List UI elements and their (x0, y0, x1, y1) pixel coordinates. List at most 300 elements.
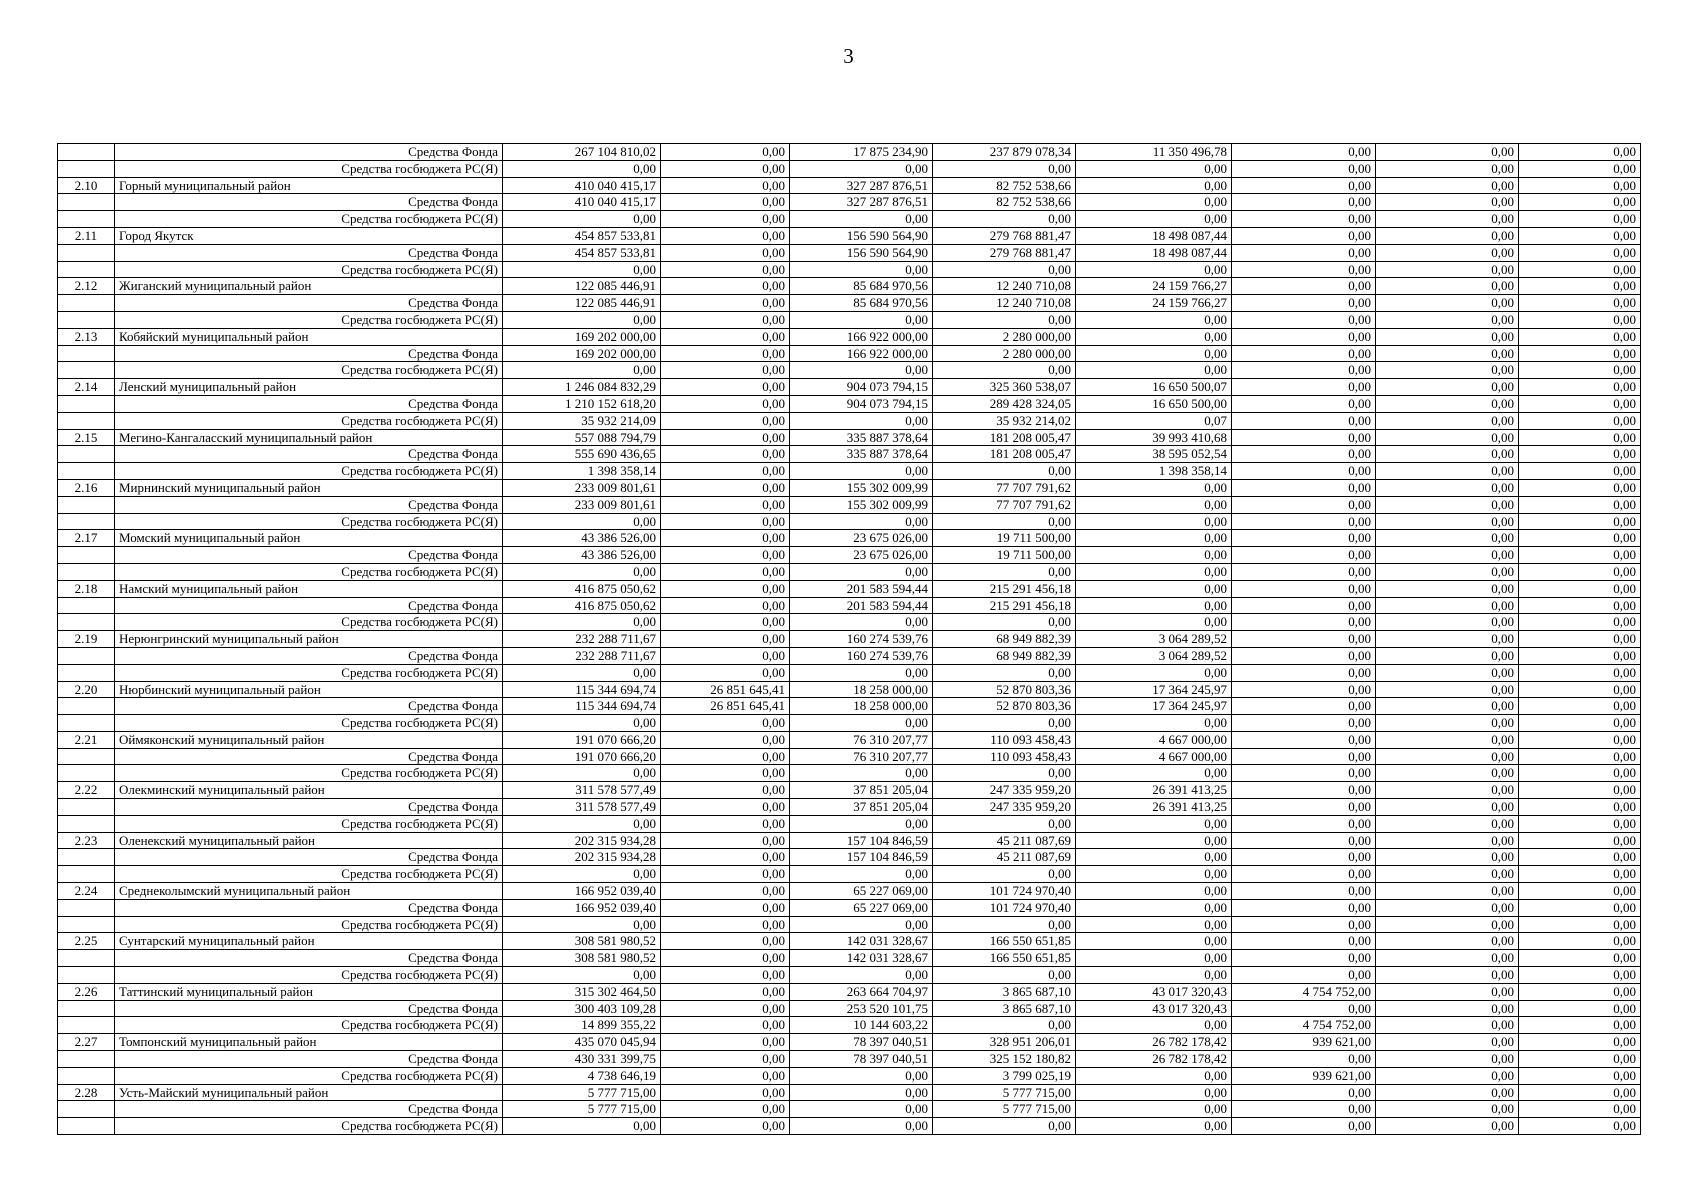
district-name: Мирнинский муниципальный район (115, 479, 503, 496)
table-row (58, 899, 1641, 916)
table-row (58, 1067, 1641, 1084)
amount-cell: 0,00 (1232, 194, 1376, 211)
funding-source-label: Средства госбюджета РС(Я) (115, 715, 503, 732)
amount-cell: 0,00 (933, 160, 1076, 177)
amount-cell: 0,00 (1519, 1000, 1641, 1017)
amount-cell: 0,00 (1519, 631, 1641, 648)
amount-cell: 0,00 (1076, 261, 1232, 278)
table-row (58, 211, 1641, 228)
amount-cell: 0,00 (790, 815, 933, 832)
amount-cell: 939 621,00 (1232, 1067, 1376, 1084)
amount-cell: 85 684 970,56 (790, 278, 933, 295)
amount-cell: 0,00 (1519, 446, 1641, 463)
amount-cell: 0,00 (1232, 547, 1376, 564)
amount-cell: 0,00 (790, 362, 933, 379)
amount-cell: 0,00 (661, 765, 790, 782)
amount-cell: 142 031 328,67 (790, 950, 933, 967)
amount-cell: 52 870 803,36 (933, 698, 1076, 715)
amount-cell: 0,00 (1232, 1101, 1376, 1118)
amount-cell: 410 040 415,17 (503, 177, 661, 194)
amount-cell: 43 386 526,00 (503, 530, 661, 547)
amount-cell: 11 350 496,78 (1076, 144, 1232, 161)
amount-cell: 0,00 (1376, 513, 1519, 530)
amount-cell: 16 650 500,00 (1076, 395, 1232, 412)
amount-cell: 0,00 (503, 211, 661, 228)
table-row (58, 160, 1641, 177)
amount-cell: 0,00 (1376, 849, 1519, 866)
amount-cell: 0,00 (1519, 328, 1641, 345)
amount-cell: 0,00 (1232, 832, 1376, 849)
amount-cell: 0,00 (1519, 261, 1641, 278)
amount-cell: 0,00 (1519, 563, 1641, 580)
funding-source-label: Средства Фонда (115, 194, 503, 211)
amount-cell: 0,00 (661, 1000, 790, 1017)
amount-cell: 0,00 (1376, 866, 1519, 883)
row-code (58, 715, 115, 732)
table-row (58, 883, 1641, 900)
amount-cell: 0,00 (661, 799, 790, 816)
row-code (58, 362, 115, 379)
amount-cell: 10 144 603,22 (790, 1017, 933, 1034)
amount-cell: 0,00 (1519, 899, 1641, 916)
amount-cell: 0,00 (933, 463, 1076, 480)
amount-cell: 0,00 (1376, 664, 1519, 681)
amount-cell: 904 073 794,15 (790, 379, 933, 396)
amount-cell: 0,00 (1076, 547, 1232, 564)
amount-cell: 0,00 (1519, 278, 1641, 295)
amount-cell: 0,00 (661, 446, 790, 463)
amount-cell: 16 650 500,07 (1076, 379, 1232, 396)
amount-cell: 0,00 (1376, 446, 1519, 463)
amount-cell: 0,00 (1076, 1118, 1232, 1135)
amount-cell: 0,00 (1232, 883, 1376, 900)
amount-cell: 181 208 005,47 (933, 429, 1076, 446)
amount-cell: 166 952 039,40 (503, 899, 661, 916)
amount-cell: 1 210 152 618,20 (503, 395, 661, 412)
amount-cell: 0,00 (1519, 832, 1641, 849)
amount-cell: 76 310 207,77 (790, 748, 933, 765)
row-code (58, 748, 115, 765)
row-code (58, 547, 115, 564)
amount-cell: 0,00 (1076, 1017, 1232, 1034)
amount-cell: 0,00 (1376, 295, 1519, 312)
table-row (58, 328, 1641, 345)
row-code (58, 866, 115, 883)
amount-cell: 0,00 (661, 227, 790, 244)
amount-cell: 0,00 (1076, 362, 1232, 379)
amount-cell: 0,00 (1076, 916, 1232, 933)
funding-source-label: Средства госбюджета РС(Я) (115, 1118, 503, 1135)
amount-cell: 0,00 (1076, 950, 1232, 967)
funding-source-label: Средства Фонда (115, 244, 503, 261)
amount-cell: 0,00 (503, 513, 661, 530)
amount-cell: 0,00 (503, 261, 661, 278)
amount-cell: 0,00 (661, 715, 790, 732)
amount-cell: 0,00 (1076, 1067, 1232, 1084)
funding-source-label: Средства Фонда (115, 597, 503, 614)
amount-cell: 0,00 (661, 244, 790, 261)
row-code (58, 513, 115, 530)
row-code: 2.23 (58, 832, 115, 849)
amount-cell: 0,00 (790, 311, 933, 328)
district-name: Усть-Майский муниципальный район (115, 1084, 503, 1101)
table-row (58, 849, 1641, 866)
amount-cell: 0,00 (1232, 362, 1376, 379)
amount-cell: 0,00 (790, 967, 933, 984)
table-row (58, 144, 1641, 161)
district-name: Ленский муниципальный район (115, 379, 503, 396)
district-name: Кобяйский муниципальный район (115, 328, 503, 345)
amount-cell: 315 302 464,50 (503, 983, 661, 1000)
table-row (58, 1000, 1641, 1017)
row-code (58, 261, 115, 278)
amount-cell: 78 397 040,51 (790, 1051, 933, 1068)
amount-cell: 0,00 (1376, 1067, 1519, 1084)
amount-cell: 0,00 (1376, 345, 1519, 362)
row-code: 2.25 (58, 933, 115, 950)
amount-cell: 0,00 (1376, 883, 1519, 900)
row-code (58, 211, 115, 228)
amount-cell: 0,00 (1519, 395, 1641, 412)
district-name: Мегино-Кангаласский муниципальный район (115, 429, 503, 446)
amount-cell: 17 875 234,90 (790, 144, 933, 161)
amount-cell: 0,00 (503, 815, 661, 832)
amount-cell: 0,00 (503, 664, 661, 681)
table-row (58, 311, 1641, 328)
row-code (58, 799, 115, 816)
amount-cell: 0,00 (1376, 782, 1519, 799)
row-code: 2.26 (58, 983, 115, 1000)
amount-cell: 5 777 715,00 (503, 1101, 661, 1118)
amount-cell: 0,00 (1232, 815, 1376, 832)
amount-cell: 0,00 (1519, 715, 1641, 732)
table-row (58, 463, 1641, 480)
funding-source-label: Средства госбюджета РС(Я) (115, 412, 503, 429)
amount-cell: 5 777 715,00 (933, 1084, 1076, 1101)
amount-cell: 12 240 710,08 (933, 295, 1076, 312)
row-code (58, 698, 115, 715)
amount-cell: 0,00 (503, 715, 661, 732)
amount-cell: 68 949 882,39 (933, 631, 1076, 648)
amount-cell: 4 667 000,00 (1076, 731, 1232, 748)
amount-cell: 430 331 399,75 (503, 1051, 661, 1068)
amount-cell: 0,00 (1376, 631, 1519, 648)
amount-cell: 0,00 (1519, 1051, 1641, 1068)
amount-cell: 0,00 (790, 1101, 933, 1118)
amount-cell: 3 865 687,10 (933, 1000, 1076, 1017)
amount-cell: 14 899 355,22 (503, 1017, 661, 1034)
amount-cell: 0,00 (1519, 160, 1641, 177)
row-code (58, 194, 115, 211)
amount-cell: 166 922 000,00 (790, 328, 933, 345)
amount-cell: 0,00 (1519, 227, 1641, 244)
amount-cell: 0,00 (933, 866, 1076, 883)
district-name: Томпонский муниципальный район (115, 1034, 503, 1051)
amount-cell: 26 782 178,42 (1076, 1051, 1232, 1068)
amount-cell: 0,00 (661, 311, 790, 328)
table-row (58, 429, 1641, 446)
amount-cell: 267 104 810,02 (503, 144, 661, 161)
amount-cell: 0,00 (1376, 379, 1519, 396)
table-row (58, 1051, 1641, 1068)
amount-cell: 0,00 (790, 664, 933, 681)
amount-cell: 247 335 959,20 (933, 799, 1076, 816)
amount-cell: 0,00 (1232, 967, 1376, 984)
amount-cell: 0,00 (1376, 463, 1519, 480)
row-code (58, 244, 115, 261)
amount-cell: 115 344 694,74 (503, 698, 661, 715)
funding-source-label: Средства госбюджета РС(Я) (115, 160, 503, 177)
amount-cell: 0,00 (661, 194, 790, 211)
row-code (58, 765, 115, 782)
funding-source-label: Средства госбюджета РС(Я) (115, 1067, 503, 1084)
table-row (58, 933, 1641, 950)
amount-cell: 0,00 (1519, 479, 1641, 496)
amount-cell: 0,00 (1376, 496, 1519, 513)
amount-cell: 0,00 (1376, 832, 1519, 849)
amount-cell: 0,00 (1232, 563, 1376, 580)
amount-cell: 0,00 (1232, 647, 1376, 664)
row-code (58, 1017, 115, 1034)
amount-cell: 1 398 358,14 (1076, 463, 1232, 480)
amount-cell: 0,00 (661, 261, 790, 278)
amount-cell: 1 398 358,14 (503, 463, 661, 480)
amount-cell: 0,00 (1376, 715, 1519, 732)
funding-source-label: Средства госбюджета РС(Я) (115, 614, 503, 631)
funding-source-label: Средства Фонда (115, 345, 503, 362)
table-row (58, 1118, 1641, 1135)
amount-cell: 0,00 (1519, 1034, 1641, 1051)
amount-cell: 416 875 050,62 (503, 580, 661, 597)
amount-cell: 82 752 538,66 (933, 194, 1076, 211)
amount-cell: 77 707 791,62 (933, 496, 1076, 513)
amount-cell: 122 085 446,91 (503, 295, 661, 312)
amount-cell: 0,00 (503, 160, 661, 177)
funding-source-label: Средства Фонда (115, 698, 503, 715)
district-name: Город Якутск (115, 227, 503, 244)
amount-cell: 0,00 (1232, 429, 1376, 446)
amount-cell: 232 288 711,67 (503, 631, 661, 648)
amount-cell: 0,00 (933, 967, 1076, 984)
row-code: 2.12 (58, 278, 115, 295)
amount-cell: 0,00 (661, 967, 790, 984)
amount-cell: 0,00 (1519, 211, 1641, 228)
row-code: 2.19 (58, 631, 115, 648)
amount-cell: 0,00 (503, 866, 661, 883)
district-name: Нюрбинский муниципальный район (115, 681, 503, 698)
amount-cell: 0,00 (661, 1118, 790, 1135)
amount-cell: 0,00 (1232, 160, 1376, 177)
table-row (58, 177, 1641, 194)
amount-cell: 0,00 (661, 647, 790, 664)
amount-cell: 0,00 (1232, 446, 1376, 463)
amount-cell: 0,00 (1232, 177, 1376, 194)
amount-cell: 0,00 (1232, 765, 1376, 782)
funding-source-label: Средства госбюджета РС(Я) (115, 916, 503, 933)
amount-cell: 160 274 539,76 (790, 647, 933, 664)
amount-cell: 0,00 (1519, 177, 1641, 194)
funding-source-label: Средства госбюджета РС(Я) (115, 967, 503, 984)
table-row (58, 983, 1641, 1000)
district-name: Среднеколымский муниципальный район (115, 883, 503, 900)
amount-cell: 0,00 (1519, 799, 1641, 816)
table-row (58, 698, 1641, 715)
table-row (58, 547, 1641, 564)
table-row (58, 194, 1641, 211)
funding-source-label: Средства Фонда (115, 799, 503, 816)
amount-cell: 0,00 (1376, 815, 1519, 832)
amount-cell: 0,00 (1376, 597, 1519, 614)
row-code (58, 1101, 115, 1118)
table-row (58, 412, 1641, 429)
funding-table (57, 143, 1641, 1135)
district-name: Оймяконский муниципальный район (115, 731, 503, 748)
amount-cell: 0,00 (1232, 295, 1376, 312)
district-name: Намский муниципальный район (115, 580, 503, 597)
funding-source-label: Средства Фонда (115, 547, 503, 564)
district-name: Сунтарский муниципальный район (115, 933, 503, 950)
amount-cell: 37 851 205,04 (790, 782, 933, 799)
amount-cell: 0,00 (1076, 160, 1232, 177)
amount-cell: 279 768 881,47 (933, 244, 1076, 261)
amount-cell: 325 152 180,82 (933, 1051, 1076, 1068)
amount-cell: 43 017 320,43 (1076, 1000, 1232, 1017)
amount-cell: 35 932 214,09 (503, 412, 661, 429)
amount-cell: 78 397 040,51 (790, 1034, 933, 1051)
amount-cell: 0,00 (1519, 614, 1641, 631)
amount-cell: 253 520 101,75 (790, 1000, 933, 1017)
amount-cell: 2 280 000,00 (933, 345, 1076, 362)
row-code (58, 614, 115, 631)
district-name: Таттинский муниципальный район (115, 983, 503, 1000)
amount-cell: 0,00 (1519, 883, 1641, 900)
amount-cell: 0,00 (503, 765, 661, 782)
amount-cell: 0,00 (661, 748, 790, 765)
amount-cell: 5 777 715,00 (503, 1084, 661, 1101)
table-row (58, 227, 1641, 244)
amount-cell: 0,00 (1232, 244, 1376, 261)
row-code (58, 311, 115, 328)
table-row (58, 647, 1641, 664)
amount-cell: 19 711 500,00 (933, 530, 1076, 547)
amount-cell: 0,00 (1232, 731, 1376, 748)
amount-cell: 0,00 (1076, 580, 1232, 597)
amount-cell: 0,00 (790, 513, 933, 530)
amount-cell: 0,00 (1519, 765, 1641, 782)
amount-cell: 327 287 876,51 (790, 194, 933, 211)
amount-cell: 233 009 801,61 (503, 496, 661, 513)
row-code: 2.14 (58, 379, 115, 396)
amount-cell: 157 104 846,59 (790, 849, 933, 866)
amount-cell: 2 280 000,00 (933, 328, 1076, 345)
amount-cell: 232 288 711,67 (503, 647, 661, 664)
amount-cell: 0,00 (661, 563, 790, 580)
amount-cell: 0,00 (661, 1034, 790, 1051)
row-code: 2.10 (58, 177, 115, 194)
amount-cell: 0,00 (1076, 883, 1232, 900)
amount-cell: 0,00 (503, 362, 661, 379)
amount-cell: 0,00 (1376, 1101, 1519, 1118)
amount-cell: 0,00 (790, 563, 933, 580)
row-code (58, 144, 115, 161)
amount-cell: 0,00 (1232, 463, 1376, 480)
amount-cell: 0,00 (1376, 950, 1519, 967)
row-code (58, 496, 115, 513)
amount-cell: 0,00 (1232, 513, 1376, 530)
amount-cell: 0,00 (1076, 513, 1232, 530)
amount-cell: 327 287 876,51 (790, 177, 933, 194)
amount-cell: 18 258 000,00 (790, 681, 933, 698)
row-code (58, 345, 115, 362)
amount-cell: 0,00 (661, 916, 790, 933)
amount-cell: 416 875 050,62 (503, 597, 661, 614)
amount-cell: 0,00 (1376, 698, 1519, 715)
amount-cell: 0,00 (790, 715, 933, 732)
amount-cell: 0,00 (1519, 1118, 1641, 1135)
amount-cell: 0,00 (1376, 547, 1519, 564)
amount-cell: 0,00 (790, 1084, 933, 1101)
amount-cell: 0,00 (1376, 194, 1519, 211)
table-row (58, 446, 1641, 463)
amount-cell: 0,00 (661, 1017, 790, 1034)
table-row (58, 1017, 1641, 1034)
row-code (58, 395, 115, 412)
amount-cell: 0,00 (661, 950, 790, 967)
amount-cell: 155 302 009,99 (790, 496, 933, 513)
amount-cell: 0,00 (661, 496, 790, 513)
amount-cell: 0,00 (790, 1067, 933, 1084)
amount-cell: 0,00 (1519, 379, 1641, 396)
row-code (58, 412, 115, 429)
amount-cell: 0,00 (1232, 412, 1376, 429)
amount-cell: 0,00 (1232, 379, 1376, 396)
amount-cell: 0,00 (790, 412, 933, 429)
amount-cell: 0,00 (1232, 395, 1376, 412)
amount-cell: 0,00 (1376, 1000, 1519, 1017)
table-row (58, 1101, 1641, 1118)
amount-cell: 0,00 (1232, 664, 1376, 681)
amount-cell: 0,00 (661, 580, 790, 597)
amount-cell: 0,00 (1232, 1084, 1376, 1101)
amount-cell: 0,00 (1376, 731, 1519, 748)
amount-cell: 0,00 (661, 1101, 790, 1118)
amount-cell: 0,00 (661, 160, 790, 177)
amount-cell: 0,00 (1376, 983, 1519, 1000)
amount-cell: 0,00 (661, 1067, 790, 1084)
amount-cell: 0,00 (1232, 782, 1376, 799)
table-row (58, 950, 1641, 967)
funding-source-label: Средства Фонда (115, 899, 503, 916)
amount-cell: 4 667 000,00 (1076, 748, 1232, 765)
amount-cell: 335 887 378,64 (790, 446, 933, 463)
row-code: 2.27 (58, 1034, 115, 1051)
amount-cell: 0,00 (1519, 244, 1641, 261)
amount-cell: 0,00 (1076, 832, 1232, 849)
funding-source-label: Средства Фонда (115, 950, 503, 967)
row-code (58, 1000, 115, 1017)
table-row (58, 345, 1641, 362)
amount-cell: 0,00 (1076, 765, 1232, 782)
amount-cell: 0,00 (1076, 496, 1232, 513)
amount-cell: 0,00 (1076, 664, 1232, 681)
table-body (58, 144, 1641, 1135)
row-code (58, 899, 115, 916)
amount-cell: 0,00 (661, 412, 790, 429)
amount-cell: 110 093 458,43 (933, 748, 1076, 765)
amount-cell: 191 070 666,20 (503, 748, 661, 765)
table-row (58, 244, 1641, 261)
amount-cell: 0,00 (1376, 1084, 1519, 1101)
